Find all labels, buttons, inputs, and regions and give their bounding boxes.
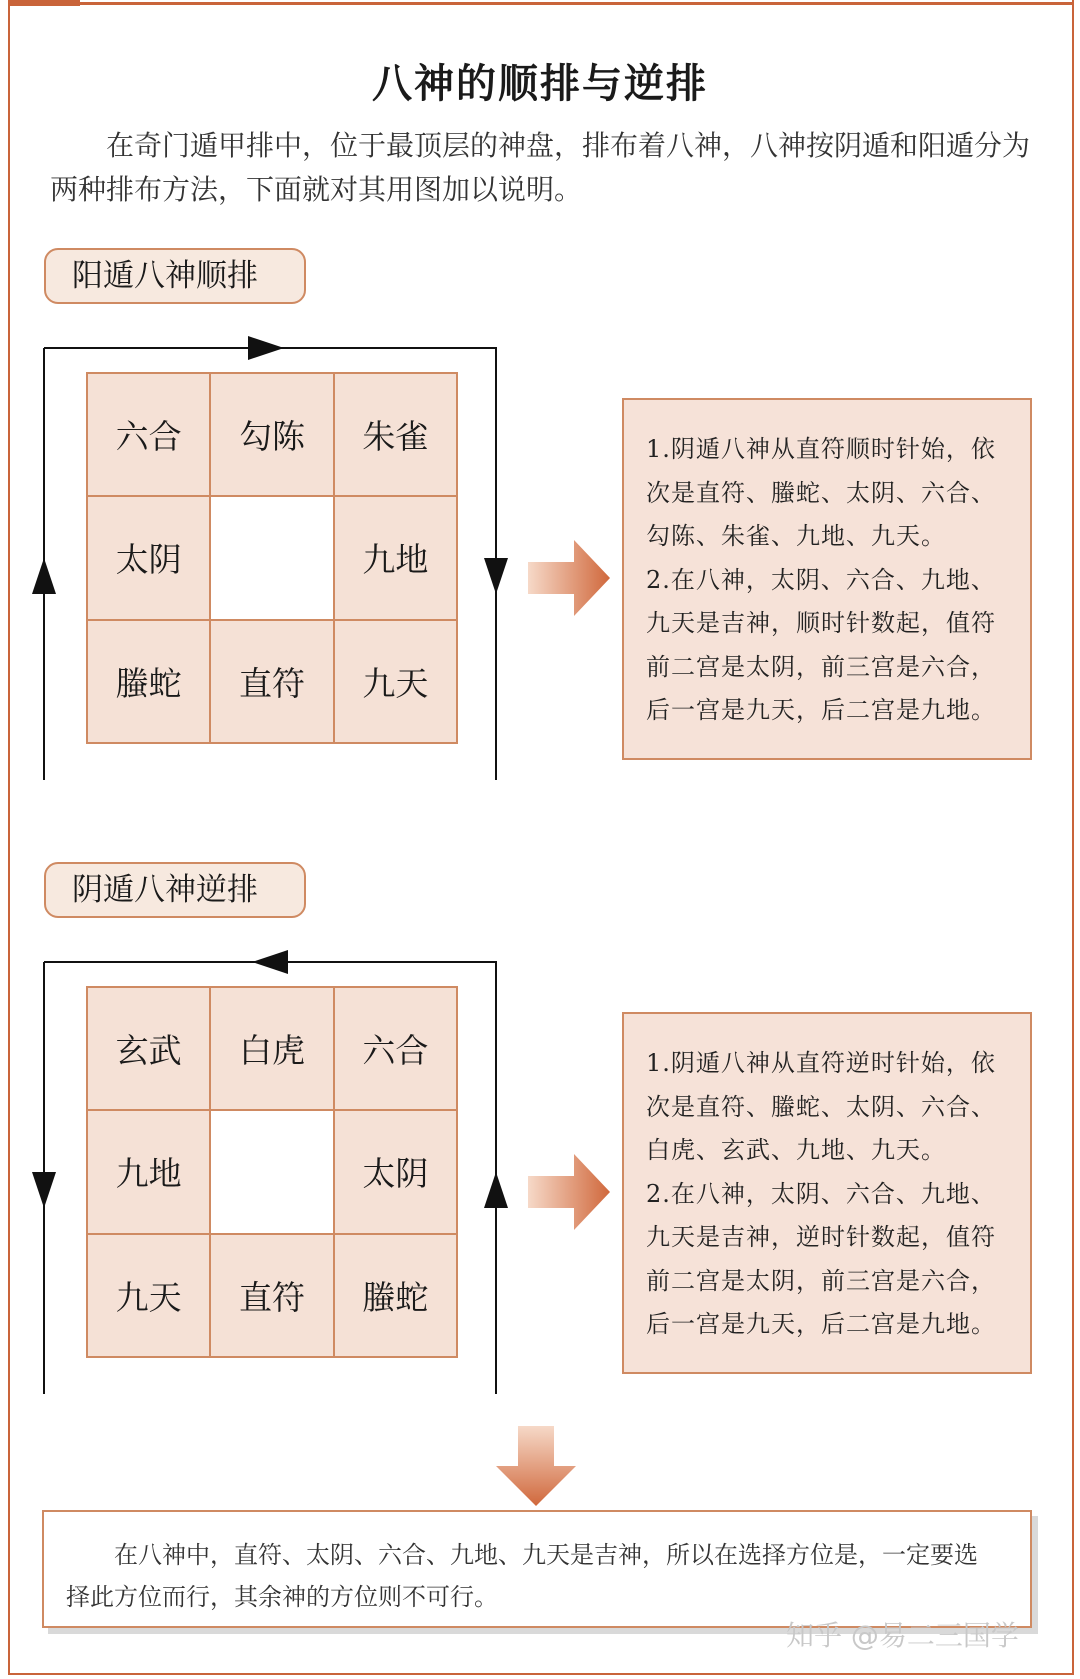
yin-diagram [0,924,560,1394]
yang-cell: 勾陈 [211,374,332,495]
yang-center-cell [211,497,332,618]
yang-cell: 直符 [211,621,332,742]
arrow-up-left [32,558,56,594]
yang-note-box [622,398,1032,760]
yin-note-box [622,1012,1032,1374]
yin-right-arrow-icon [528,1154,610,1230]
yin-cell: 螣蛇 [335,1235,456,1356]
page-title: 八神的顺排与逆排 [372,61,708,107]
yang-section-label: 阳遁八神顺排 [44,248,306,304]
arrow-left-top [252,950,288,974]
intro-paragraph: 在奇门遁甲排中，位于最顶层的神盘，排布着八神，八神按阴遁和阳遁分为两种排布方法，下面就对其用图加以说明。 [50,129,1031,206]
yin-center-cell [211,1111,332,1232]
yang-note-2: 2.在八神，太阴、六合、九地、九天是吉神，顺时针数起，值符前二宫是太阴，前三宫是六合，后一宫是九天，后二宫是九地。 [646,565,996,724]
yin-cell: 六合 [335,988,456,1109]
yin-cell: 白虎 [211,988,332,1109]
yin-cell: 直符 [211,1235,332,1356]
yin-note-1: 1.阴遁八神从直符逆时针始，依次是直符、螣蛇、太阴、六合、白虎、玄武、九地、九天。 [646,1049,996,1164]
yin-cell: 太阴 [335,1111,456,1232]
arrow-up-right [484,1172,508,1208]
down-arrow-icon [496,1426,576,1506]
yin-note-2: 2.在八神，太阴、六合、九地、九天是吉神，逆时针数起，值符前二宫是太阴，前三宫是六合，后一宫是九天，后二宫是九地。 [646,1179,996,1338]
yang-cell: 九地 [335,497,456,618]
yin-cell: 九地 [88,1111,209,1232]
arrow-right-top [248,336,284,360]
arrow-down-left [32,1172,56,1208]
arrow-down-right [484,558,508,594]
yang-right-arrow-icon [528,540,610,616]
yang-cell: 太阴 [88,497,209,618]
yang-note-1: 1.阴遁八神从直符顺时针始，依次是直符、螣蛇、太阴、六合、勾陈、朱雀、九地、九天。 [646,435,996,550]
summary-box: 在八神中，直符、太阴、六合、九地、九天是吉神，所以在选择方位是，一定要选择此方位而行，其余神的方位则不可行。 [42,1510,1032,1628]
yin-grid [86,986,458,1358]
yin-section-label: 阴遁八神逆排 [44,862,306,918]
yin-cell: 玄武 [88,988,209,1109]
yin-cell: 九天 [88,1235,209,1356]
yang-cell: 九天 [335,621,456,742]
yang-cell: 朱雀 [335,374,456,495]
yang-diagram [0,310,560,780]
yang-cell: 六合 [88,374,209,495]
yang-grid [86,372,458,744]
yang-cell: 螣蛇 [88,621,209,742]
watermark: 知乎 @易二三国学 [786,1619,1019,1652]
